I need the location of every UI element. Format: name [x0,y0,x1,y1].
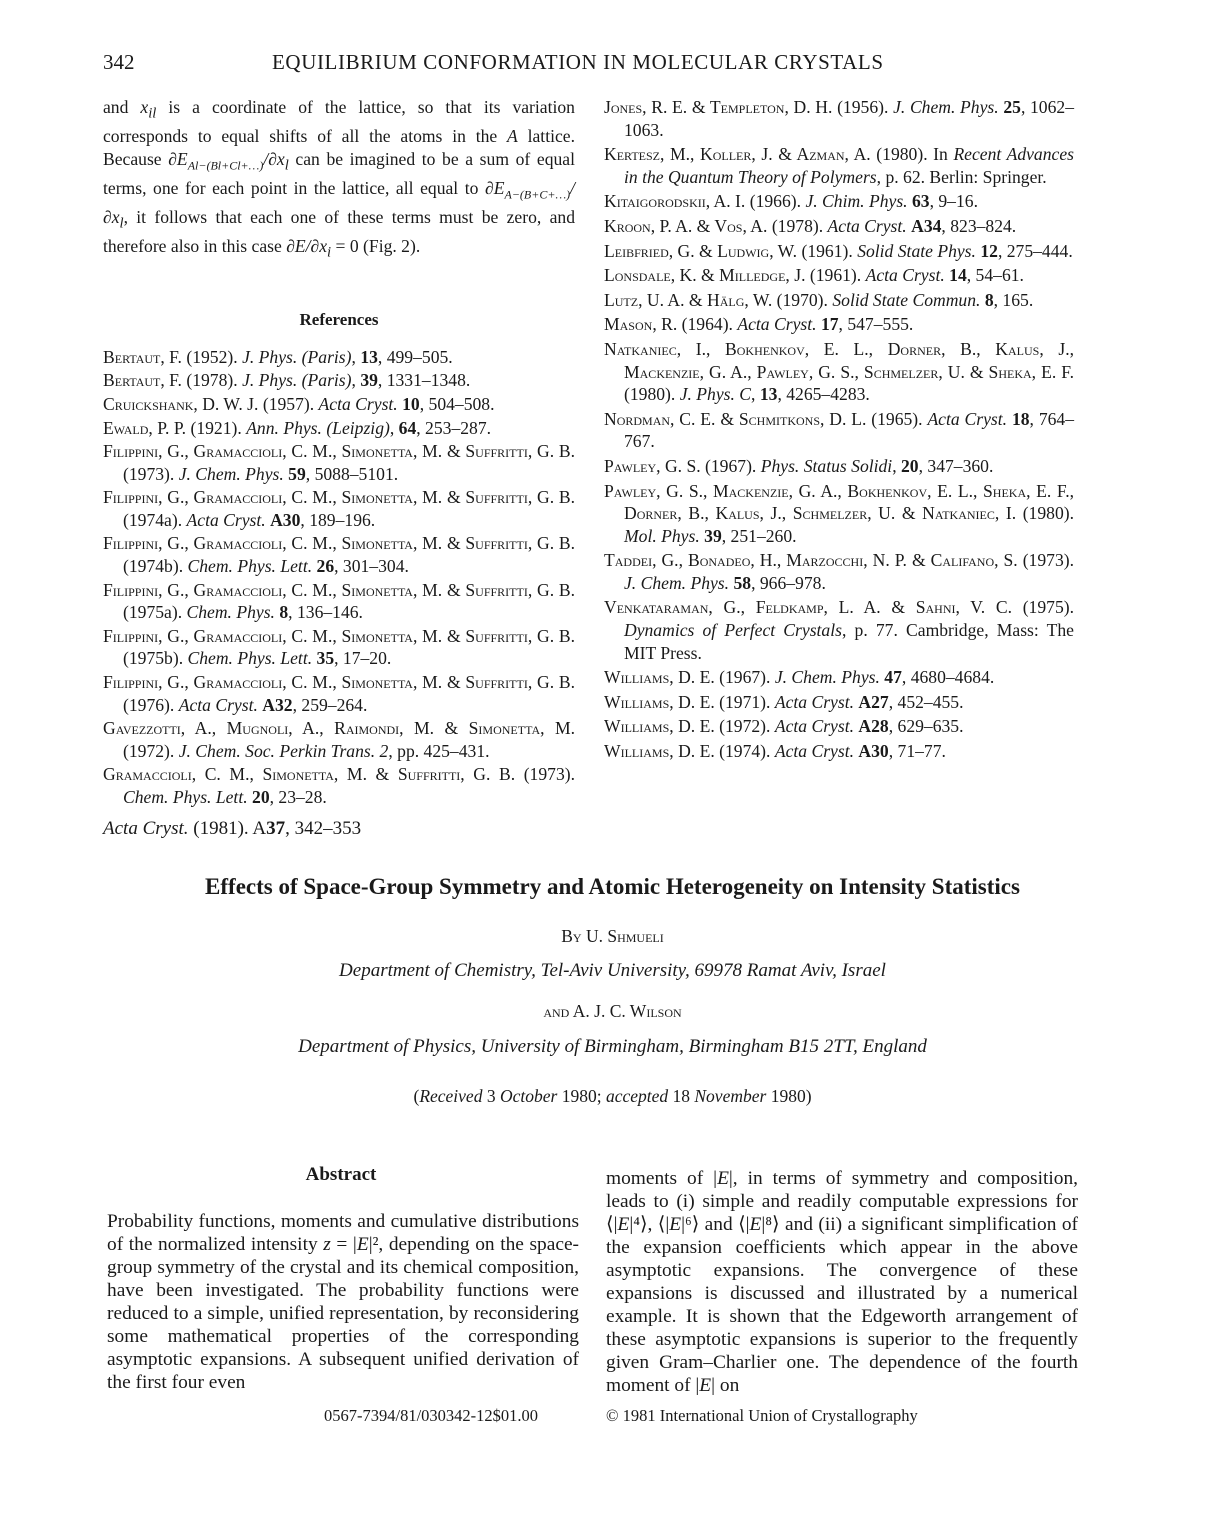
reference-entry: Williams, D. E. (1967). J. Chem. Phys. 47, 4680–4684. [604,667,995,688]
author-1: By U. Shmueli [561,926,664,946]
article-citation: Acta Cryst. (1981). A37, 342–353 [103,818,362,839]
reference-entry: Pawley, G. S. (1967). Phys. Status Solidi, 20, 347–360. [604,455,994,476]
reference-entry: Kitaigorodskii, A. I. (1966). J. Chim. Phys. 63, 9–16. [604,191,978,212]
reference-entry: Lonsdale, K. & Milledge, J. (1961). Acta Cryst. 14, 54–61. [604,265,1024,286]
page-number: 342 [103,50,135,74]
reference-entry: Filippini, G., Gramaccioli, C. M., Simonetta, M. & Suffritti, G. B. (1974b). Chem. Phys. Lett. 26, 301–304. [103,533,575,577]
reference-entry: Filippini, G., Gramaccioli, C. M., Simonetta, M. & Suffritti, G. B. (1973). J. Chem. Phys. 59, 5088–5101. [103,441,575,484]
reference-entry: Bertaut, F. (1978). J. Phys. (Paris), 39, 1331–1348. [103,370,471,391]
price-code: 0567-7394/81/030342-12$01.00 [324,1406,539,1425]
reference-entry: Nordman, C. E. & Schmitkons, D. L. (1965). Acta Cryst. 18, 764–767. [604,408,1074,452]
intro-paragraph: and $x_{il}$ is a coordinate of the lattice, so that its variation corresponds to equal shifts of all the atoms in the A lattice. Because $\partial E_{Al-(Bl+Cl+\dots)}/\partial x_l$ can be imagined to be a sum of equal terms, one for each point in the lattice, all equal to $\partial E_{A-(B+C+\dots)}/\partial x_l$, it follows that each one of these terms must be zero, and therefore also in this case $\partial E/\partial x_i = 0$ (Fig. 2). [103,97,575,261]
reference-entry: Kertesz, M., Koller, J. & Azman, A. (1980). In Recent Advances in the Quantum Theory of Polymers, p. 62. Berlin: Springer. [604,144,1074,187]
reference-entry: Filippini, G., Gramaccioli, C. M., Simonetta, M. & Suffritti, G. B. (1976). Acta Cryst. A32, 259–264. [103,672,575,715]
references-list-right [604,96,1074,763]
references-heading: References [299,310,379,330]
affiliation-1: Department of Chemistry, Tel-Aviv University, 69978 Ramat Aviv, Israel [339,960,886,981]
affiliation-2: Department of Physics, University of Birmingham, Birmingham B15 2TT, England [298,1036,927,1057]
reference-entry: Filippini, G., Gramaccioli, C. M., Simonetta, M. & Suffritti, G. B. (1974a). Acta Cryst. A30, 189–196. [103,487,575,530]
reference-entry: Filippini, G., Gramaccioli, C. M., Simonetta, M. & Suffritti, G. B. (1975a). Chem. Phys. 8, 136–146. [103,579,575,623]
reference-entry: Leibfried, G. & Ludwig, W. (1961). Solid State Phys. 12, 275–444. [604,240,1073,261]
reference-entry: Natkaniec, I., Bokhenkov, E. L., Dorner, B., Kalus, J., Mackenzie, G. A., Pawley, G. S., Schmelzer, U. & Sheka, E. F. (1980). J. Phys. C, 13, 4265–4283. [604,338,1074,405]
reference-entry: Williams, D. E. (1971). Acta Cryst. A27, 452–455. [604,691,964,712]
copyright-notice: © 1981 International Union of Crystallography [606,1406,918,1425]
reference-entry: Mason, R. (1964). Acta Cryst. 17, 547–555. [604,314,914,335]
reference-entry: Cruickshank, D. W. J. (1957). Acta Cryst. 10, 504–508. [103,393,495,414]
right-column [604,96,1074,765]
reference-entry: Kroon, P. A. & Vos, A. (1978). Acta Cryst. A34, 823–824. [604,215,1017,236]
received-dates: (Received 3 October 1980; accepted 18 November 1980) [413,1086,812,1106]
reference-entry: Pawley, G. S., Mackenzie, G. A., Bokhenkov, E. L., Sheka, E. F., Dorner, B., Kalus, J., Schmelzer, U. & Natkaniec, I. (1980). Mol. Phys. 39, 251–260. [604,480,1075,546]
reference-entry: Jones, R. E. & Templeton, D. H. (1956). J. Chem. Phys. 25, 1062–1063. [604,97,1074,140]
reference-entry: Williams, D. E. (1972). Acta Cryst. A28, 629–635. [604,716,964,737]
abstract-heading: Abstract [305,1164,377,1185]
reference-entry: Ewald, P. P. (1921). Ann. Phys. (Leipzig), 64, 253–287. [103,417,492,438]
article-title: Effects of Space-Group Symmetry and Atomic Heterogeneity on Intensity Statistics [205,874,1020,899]
reference-entry: Filippini, G., Gramaccioli, C. M., Simonetta, M. & Suffritti, G. B. (1975b). Chem. Phys. Lett. 35, 17–20. [103,625,575,669]
reference-entry: Taddei, G., Bonadeo, H., Marzocchi, N. P. & Califano, S. (1973). J. Chem. Phys. 58, 966–978. [604,550,1075,593]
running-title: EQUILIBRIUM CONFORMATION IN MOLECULAR CRYSTALS [272,50,884,74]
references-list-left [103,346,575,809]
abstract-text-left: Probability functions, moments and cumulative distributions of the normalized intensity z = |E|², depending on the space-group symmetry of the crystal and its chemical composition, have been investigated. The probability functions were reduced to a simple, unified representation, by reconsidering some mathematical properties of the corresponding asymptotic expansions. A subsequent unified derivation of the first four even [107,1211,580,1393]
reference-entry: Venkataraman, G., Feldkamp, L. A. & Sahni, V. C. (1975). Dynamics of Perfect Crystals, p. 77. Cambridge, Mass: The MIT Press. [604,597,1074,663]
reference-entry: Lutz, U. A. & Hälg, W. (1970). Solid State Commun. 8, 165. [604,289,1034,310]
reference-entry: Gramaccioli, C. M., Simonetta, M. & Suffritti, G. B. (1973). Chem. Phys. Lett. 20, 23–28. [103,764,576,808]
reference-entry: Gavezzotti, A., Mugnoli, A., Raimondi, M. & Simonetta, M. (1972). J. Chem. Soc. Perkin Trans. 2, pp. 425–431. [103,718,575,761]
author-2: and A. J. C. Wilson [543,1001,682,1021]
reference-entry: Williams, D. E. (1974). Acta Cryst. A30, 71–77. [604,741,946,762]
abstract-text-right: moments of |E|, in terms of symmetry and composition, leads to (i) simple and readily computable expressions for ⟨|E|⁴⟩, ⟨|E|⁶⟩ and ⟨|E|⁸⟩ and (ii) a significant simplification of the expansion coefficients which appear in the above asymptotic expansions. The convergence of these expansions is discussed and illustrated by a numerical example. It is shown that the Edgeworth arrangement of these asymptotic expansions is superior to the frequently given Gram–Charlier one. The dependence of the fourth moment of |E| on [606,1168,1079,1396]
reference-entry: Bertaut, F. (1952). J. Phys. (Paris), 13, 499–505. [103,346,453,367]
left-column [103,96,575,810]
